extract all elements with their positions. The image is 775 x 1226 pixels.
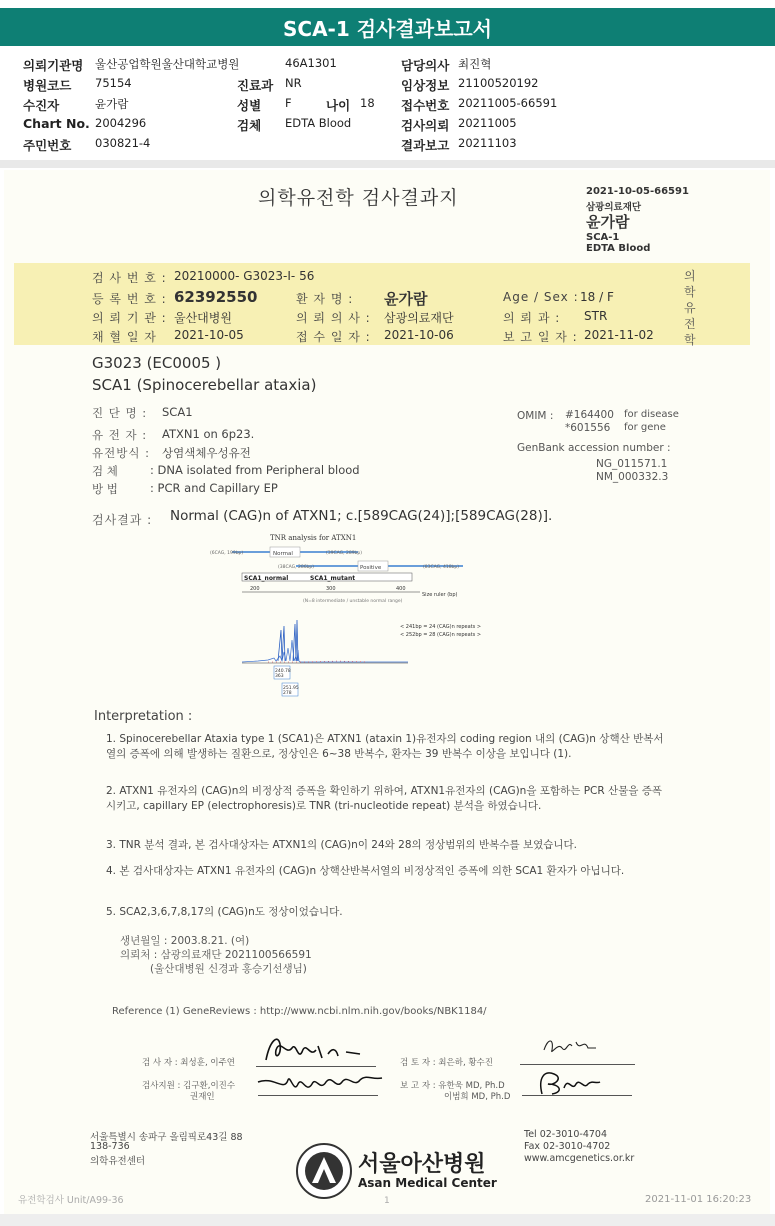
- peak1-box-text2: 363: [275, 674, 284, 679]
- age-sex-label: Age / Sex :: [503, 290, 579, 304]
- reviewer-signature: [540, 1032, 600, 1060]
- footer-fax: Fax 02-3010-4702: [524, 1141, 611, 1152]
- specimen-value: EDTA Blood: [285, 116, 352, 130]
- reviewer-label: 검 토 자 : 최은하, 황수진: [400, 1058, 493, 1068]
- receive-value: 2021-10-06: [384, 328, 454, 342]
- field-specimen-value: : DNA isolated from Peripheral blood: [150, 463, 360, 477]
- hospital-name-ko: 서울아산병원: [358, 1152, 486, 1177]
- stamp-name: 윤가람: [586, 213, 630, 231]
- peak1-box-text: 240.78: [275, 669, 291, 674]
- interpretation-item-2: 2. ATXN1 유전자의 (CAG)n의 비정상적 증폭을 확인하기 위하여, ATXN1유전자의 (CAG)n을 포함하는 PCR 산물을 증폭시키고, capillary EP (electrophoresis)로 TNR (tri-nucleotide repeat) 분석을 하였습니다.: [106, 785, 663, 812]
- clinical-info-value: 21100520192: [458, 76, 539, 90]
- result-report-label: 결과보고: [401, 138, 450, 153]
- field-method-label: 방 법: [92, 482, 118, 496]
- interpretation-item-5: 5. SCA2,3,6,7,8,17의 (CAG)n도 정상이었습니다.: [106, 906, 343, 918]
- physician-label: 담당의사: [401, 58, 450, 73]
- footer-tel: Tel 02-3010-4704: [524, 1129, 607, 1140]
- patient-value: 윤가람: [95, 97, 129, 111]
- supervisor-label2: 권재인: [190, 1092, 215, 1102]
- positive-text: Positive: [360, 565, 382, 571]
- tester-label: 검 사 자 : 최성훈, 이주연: [142, 1058, 235, 1068]
- age-label: 나이: [326, 98, 351, 113]
- stamp-number: 2021-10-05-66591: [586, 186, 689, 197]
- resident-label: 주민번호: [23, 138, 72, 153]
- bar-right-text: SCA1_mutant: [310, 575, 356, 582]
- supervisor-label: 검사지원 : 김구환,이진수: [142, 1081, 236, 1091]
- accession-value: 20211005-66591: [458, 96, 558, 110]
- small-left-text: (6CAG, 199bp): [210, 551, 244, 556]
- tnr-figure: [208, 530, 508, 700]
- field-gene-value: ATXN1 on 6p23.: [162, 427, 255, 441]
- institution-label: 의뢰기관명: [23, 58, 84, 73]
- small-mid2-text: (38CAG, 286bp): [278, 565, 315, 570]
- test-no-value: 20210000- G3023-I- 56: [174, 269, 315, 283]
- field-diagnosis-label: 진 단 명 :: [92, 406, 148, 420]
- peak2-note: < 252bp = 28 (CAG)n repeats >: [400, 632, 482, 638]
- field-inheritance-label: 유전방식 :: [92, 446, 150, 460]
- reg-no-label: 등 록 번 호 :: [92, 292, 167, 306]
- sex-value: F: [285, 96, 292, 110]
- field-inheritance-value: 상염색체우성유전: [162, 446, 251, 460]
- hospital-code-value: 75154: [95, 76, 132, 90]
- field-method-value: : PCR and Capillary EP: [150, 481, 278, 495]
- field-diagnosis-value: SCA1: [162, 405, 193, 419]
- normal-text: Normal: [273, 551, 293, 557]
- address-line3: 의학유전센터: [90, 1156, 146, 1167]
- peak1-note: < 241bp = 24 (CAG)n repeats >: [400, 624, 482, 630]
- physician-value: 최진혁: [458, 57, 492, 71]
- genbank-acc1: NG_011571.1: [596, 458, 668, 470]
- tester-signature: [256, 1030, 376, 1068]
- genbank-label: GenBank accession number :: [517, 442, 671, 454]
- interpretation-item-1: 1. Spinocerebellar Ataxia type 1 (SCA1)은 ATXN1 (ataxin 1)유전자의 coding region 내의 (CAG)n 상핵산 반복서열의 증폭에 의해 발생하는 질환으로, 정상인은 6~38 반복수, 환자는 39 반복수 이상을 보입니다 (1).: [106, 733, 664, 760]
- report-date-value: 2021-11-02: [584, 328, 654, 342]
- report-header: [0, 48, 775, 160]
- bar-left-text: SCA1_normal: [244, 575, 289, 582]
- ward-value: STR: [584, 309, 608, 323]
- report-title: SCA-1 검사결과보고서: [0, 8, 775, 46]
- test-no-label: 검 사 번 호 :: [92, 271, 167, 285]
- scan-title: 의학유전학 검사결과지: [258, 187, 459, 209]
- peak2-box-text: 251.95: [283, 686, 299, 691]
- req-doc-label: 의 뢰 의 사 :: [296, 311, 371, 325]
- genbank-acc2: NM_000332.3: [596, 471, 669, 483]
- side-label: 의학유전학: [684, 269, 696, 347]
- specimen-label: 검체: [237, 118, 262, 133]
- reference: Reference (1) GeneReviews : http://www.ncbi.nlm.nih.gov/books/NBK1184/: [112, 1006, 487, 1017]
- result-report-value: 20211103: [458, 136, 517, 150]
- page-number: 1: [384, 1196, 390, 1206]
- trace-peak1: [278, 626, 285, 661]
- result-value: Normal (CAG)n of ATXN1; c.[589CAG(24)];[589CAG(28)].: [170, 508, 553, 524]
- receive-label: 접 수 일 자 :: [296, 330, 371, 344]
- tnr-title: TNR analysis for ATXN1: [270, 534, 357, 542]
- reg-no-value: 62392550: [174, 288, 258, 306]
- interpretation-item-4: 4. 본 검사대상자는 ATXN1 유전자의 (CAG)n 상핵산반복서열의 비정상적인 증폭에 의한 SCA1 환자가 아닙니다.: [106, 865, 625, 877]
- clinical-info-label: 임상정보: [401, 78, 450, 93]
- omim-gene-note: for gene: [624, 422, 666, 433]
- reporter-label: 보 고 자 : 유한욱 MD, Ph.D: [400, 1081, 505, 1091]
- sex-label: 성별: [237, 98, 262, 113]
- omim-disease-id: #164400: [565, 409, 614, 421]
- req-inst-value: 울산대병원: [174, 311, 232, 325]
- tick-300: 300: [326, 586, 336, 592]
- birth-line: 생년월일 : 2003.8.21. (여): [120, 935, 250, 947]
- patient-name-label: 환 자 명 :: [296, 292, 354, 306]
- collect-label: 채 혈 일 자: [92, 330, 157, 344]
- footer-left-code: 유전학검사 Unit/A99-36: [18, 1195, 124, 1206]
- omim-label: OMIM :: [517, 410, 554, 422]
- peak2-box-text2: 278: [283, 691, 292, 696]
- page-bottom-strip: [0, 1214, 775, 1226]
- patient-label: 수진자: [23, 98, 60, 113]
- resident-value: 030821-4: [95, 136, 151, 150]
- patient-name-value: 윤가람: [384, 290, 428, 308]
- omim-disease-note: for disease: [624, 409, 679, 420]
- stamp-org: 삼광의료재단: [586, 202, 642, 213]
- supervisor-sign-line: [258, 1095, 378, 1096]
- hospital-seal-icon: [296, 1143, 352, 1199]
- req-inst-label: 의 뢰 기 관 :: [92, 311, 167, 325]
- footer-web: www.amcgenetics.or.kr: [524, 1153, 635, 1164]
- omim-gene-id: *601556: [565, 422, 611, 434]
- collect-value: 2021-10-05: [174, 328, 244, 342]
- field-gene-label: 유 전 자 :: [92, 428, 148, 442]
- address-line1: 서울특별시 송파구 올림픽로43길 88: [90, 1132, 243, 1143]
- result-label: 검사결과 :: [92, 513, 153, 527]
- department-label: 진료과: [237, 78, 274, 93]
- tick-200: 200: [250, 586, 260, 592]
- requester-line2: (울산대병원 신경과 홍승기선생님): [150, 963, 307, 975]
- stamp-test: SCA-1: [586, 232, 620, 243]
- reviewer-sign-line: [520, 1064, 635, 1065]
- hospital-code-label: 병원코드: [23, 78, 72, 93]
- trace-baseline: [242, 640, 408, 662]
- section-divider: [0, 160, 775, 168]
- chart-label: Chart No.: [23, 116, 90, 131]
- ward-label: 의 뢰 과 :: [503, 311, 561, 325]
- field-specimen-label: 검 체: [92, 464, 118, 478]
- age-value: 18: [360, 96, 375, 110]
- disease-name: SCA1 (Spinocerebellar ataxia): [92, 376, 317, 394]
- request-value: 20211005: [458, 116, 517, 130]
- accession-label: 접수번호: [401, 98, 450, 113]
- institution-value: 울산공업학원울산대학교병원: [95, 57, 240, 71]
- hospital-name-en: Asan Medical Center: [358, 1176, 497, 1190]
- reporter-sign-line: [522, 1095, 632, 1096]
- age-sex-value: 18 / F: [580, 290, 614, 304]
- small-mid-text: (39CAG, 289bp): [326, 551, 363, 556]
- department-value: NR: [285, 76, 302, 90]
- small-right-text: (83CAG, 418bp): [423, 565, 460, 570]
- timestamp: 2021-11-01 16:20:23: [645, 1194, 752, 1205]
- interpretation-item-3: 3. TNR 분석 결과, 본 검사대상자는 ATXN1의 (CAG)n이 24와 28의 정상범위의 반복수를 보였습니다.: [106, 839, 577, 851]
- req-doc-value: 삼광의료재단: [384, 311, 454, 325]
- intermediate-note: (N=8 intermediate / unstable normal range): [303, 599, 403, 604]
- requester-line: 의뢰처 : 삼광의료재단 2021100566591: [120, 949, 312, 961]
- report-date-label: 보 고 일 자 :: [503, 330, 578, 344]
- stamp-specimen: EDTA Blood: [586, 243, 651, 254]
- chart-value: 2004296: [95, 116, 147, 130]
- tick-400: 400: [396, 586, 406, 592]
- request-label: 검사의뢰: [401, 118, 450, 133]
- reporter-label2: 이범희 MD, Ph.D: [444, 1092, 511, 1102]
- interpretation-title: Interpretation :: [94, 709, 193, 724]
- address-line2: 138-736: [90, 1141, 130, 1152]
- institution-code: 46A1301: [285, 56, 337, 70]
- size-ruler-text: Size ruler (bp): [422, 592, 458, 598]
- test-code: G3023 (EC0005 ): [92, 354, 222, 372]
